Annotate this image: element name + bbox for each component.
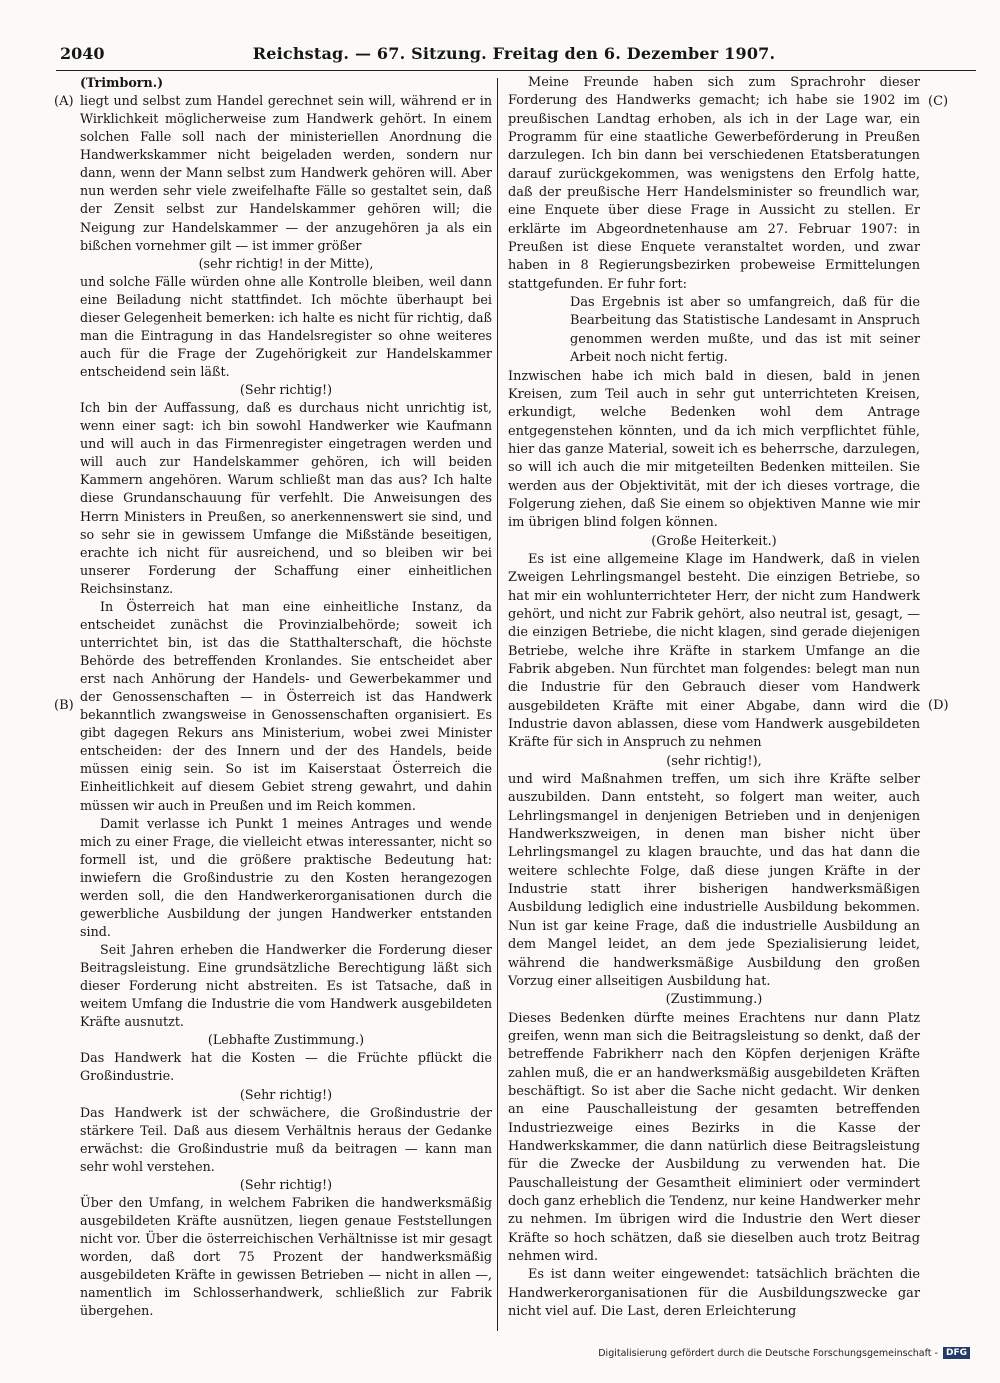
paragraph: Es ist eine allgemeine Klage im Handwerk, daß in vielen Zweigen Lehrlingsmangel besteht. Die einzigen Betriebe, so hat mir ein wohlunterrichteter Herr, der nicht zum Handwerk gehört, und nicht zur Fabrik gehört, also neutral ist, gesagt, — die einzigen Betriebe, die nicht klagen, sind gerade diejenigen Betriebe, welche ihre Kräfte in starkem Umfange an die Fabrik abgeben. Nun fürchtet man folgendes: belegt man nun die Industrie für den Gebrauch dieser vom Handwerk ausgebildeten Kräfte mit einer Abgabe, dann wird die Industrie davon ablassen, diese vom Handwerk ausgebildeten Kräfte für sich in Anspruch zu nehmen (508, 551, 920, 751)
interjection: (Sehr richtig!) (239, 382, 333, 398)
paragraph: Meine Freunde haben sich zum Sprachrohr dieser Forderung des Handwerks gemacht; ich habe sie 1902 im preußischen Landtag erhoben, als ich in der Lage war, ein Programm für eine staatliche Gewerbeförderung in Preußen darzulegen. Ich bin dann bei verschiedenen Etatsberatungen darauf zurückgekommen, was wenigstens den Erfolg hatte, daß der preußische Herr Handelsminister so freundlich war, eine Enquete über diese Frage in Aussicht zu stellen. Er erklärte im Abgeordnetenhause am 27. Februar 1907: in Preußen ist diese Enquete veranstaltet worden, und zwar haben in 8 Regierungsbezirken probeweise Ermittelungen stattgefunden. Er fuhr fort: (508, 75, 920, 292)
column-divider (497, 78, 498, 1331)
interjection: (sehr richtig! in der Mitte), (198, 255, 374, 271)
paragraph: In Österreich hat man eine einheitliche Instanz, da entscheidet zunächst die Provinzialbehörde; soweit ich unterrichtet bin, ist das die Statthalterschaft, die höchste Behörde des betreffenden Kronlandes. Sie entscheidet aber erst nach Anhörung der Handels- und Gewerbekammer und der Genossenschaften — in Österreich ist das Handwerk bekanntlich zwangsweise in Genossenschaften organisiert. Es gibt dagegen Rekurs ans Ministerium, wobei zwei Minister entscheiden: der des Innern und der des Handels, beide müssen einig sein. So ist im Kaiserstaat Österreich die Einheitlichkeit auf diesem Gebiet streng gewahrt, und dahin müssen wir auch in Preußen und im Reich kommen. (80, 598, 492, 813)
paragraph: Inzwischen habe ich mich bald in diesen, bald in jenen Kreisen, zum Teil auch in sehr gut unterrichteten Kreisen, erkundigt, welche Bedenken wohl dem Antrage entgegenstehen könnten, und da ich mich verpflichtet fühle, hier das ganze Material, soweit ich es beherrsche, darzulegen, so will ich auch die mir mitgeteilten Bedenken mitteilen. Sie werden aus der Objektivität, mit der ich dieses vortrage, die Folgerung ziehen, daß Sie einem so objektiven Manne wie mir im übrigen blind folgen können. (508, 368, 920, 531)
paragraph: und wird Maßnahmen treffen, um sich ihre Kräfte selber auszubilden. Dann entsteht, so folgert man weiter, auch Lehrlingsmangel in denjenigen Betrieben und in denjenigen Handwerkszweigen, in denen man bisher nicht über Lehrlingsmangel zu klagen brauchte, und das hat dann die weitere schlechte Folge, daß diese jungen Kräfte in der Industrie statt ihrer bisherigen handwerksmäßigen Ausbildung lediglich eine industrielle Ausbildung bekommen. Nun ist gar keine Frage, daß die industrielle Ausbildung an dem Mangel leidet, an dem jede Spezialisierung leidet, während die handwerksmäßige Ausbildung den großen Vorzug einer allseitigen Ausbildung hat. (508, 772, 920, 989)
paragraph: Das Handwerk ist der schwächere, die Großindustrie der stärkere Teil. Daß aus diesem Verhältnis heraus der Gedanke erwächst: die Großindustrie muß da beitragen — kann man sehr wohl verstehen. (80, 1104, 492, 1174)
footer (598, 1347, 970, 1359)
right-column (508, 74, 920, 1321)
margin-mark-b: (B) (54, 698, 74, 713)
page-header (60, 44, 968, 68)
interjection: (Lebhafte Zustimmung.) (207, 1032, 365, 1048)
interjection: (sehr richtig!), (666, 753, 762, 769)
paragraph: Damit verlasse ich Punkt 1 meines Antrages und wende mich zu einer Frage, die vielleicht etwas interessanter, nicht so formell ist, und die größere praktische Bedeutung hat: inwiefern die Großindustrie zu den Kosten herangezogen werden soll, die den Handwerkerorganisationen durch die gewerbliche Ausbildung der jungen Handwerker entstanden sind. (80, 815, 492, 939)
paragraph: Ich bin der Auffassung, daß es durchaus nicht unrichtig ist, wenn einer sagt: ich bin sowohl Handwerker wie Kaufmann und will auch in das Firmenregister eingetragen werden und will auch zur Handelskammer gehören, ich will beiden Kammern angehören. Warum schließt man das aus? Ich halte diese Grundanschauung für verfehlt. Die Anweisungen des Herrn Ministers in Preußen, so anerkennenswert sie sind, und so sehr sie in gewissem Umfange die Mißstände beseitigen, erachte ich nicht für ausreichend, und so bleiben wir bei unserer Forderung der Schaffung einer einheitlichen Reichsinstanz. (80, 400, 492, 596)
paragraph: und solche Fälle würden ohne alle Kontrolle bleiben, weil dann eine Beiladung nicht stattfindet. Ich möchte überhaupt bei dieser Gelegenheit bemerken: ich halte es nicht für richtig, daß man die Eintragung in das Handelsregister so ohne weiteres auch für die Frage der Zugehörigkeit zur Handelskammer entscheidend sein läßt. (80, 273, 492, 379)
paragraph: Seit Jahren erheben die Handwerker die Forderung dieser Beitragsleistung. Eine grundsätzliche Berechtigung läßt sich dieser Forderung nicht abstreiten. Es ist Tatsache, daß in weitem Umfang die Industrie die vom Handwerk ausgebildeten Kräfte ausnutzt. (80, 942, 492, 1030)
margin-mark-d: (D) (928, 698, 949, 713)
interjection: (Zustimmung.) (665, 992, 763, 1008)
dfg-logo: DFG (943, 1347, 970, 1359)
margin-mark-a: (A) (54, 94, 74, 109)
paragraph: Das Handwerk hat die Kosten — die Früchte pflückt die Großindustrie. (80, 1050, 492, 1084)
left-column (80, 74, 492, 1320)
quotation: Das Ergebnis ist aber so umfangreich, daß für die Bearbeitung das Statistische Landesamt in Anspruch genommen werden mußte, und das ist mit seiner Arbeit noch nicht fertig. (570, 295, 920, 366)
paragraph: Es ist dann weiter eingewendet: tatsächlich brächten die Handwerkerorganisationen für die Ausbildungszwecke gar nicht viel auf. Die Last, deren Erleichterung (508, 1267, 920, 1320)
footer-credit: Digitalisierung gefördert durch die Deutsche Forschungsgemeinschaft - (598, 1347, 938, 1359)
paragraph: Dieses Bedenken dürfte meines Erachtens nur dann Platz greifen, wenn man sich die Beitragsleistung so denkt, daß der betreffende Fabrikherr nach den Köpfen derjenigen Kräfte zahlen muß, die er an handwerksmäßig ausgebildeten Kräften beschäftigt. So ist aber die Sache nicht gedacht. Wir denken an eine Pauschalleistung der gesamten betreffenden Industriezweige eines Bezirks in die Kasse der Handwerkskammer, die dann natürlich diese Beitragsleistung für die Zwecke der Ausbildung zu verwenden hat. Die Pauschalleistung der Gesamtheit eliminiert oder vermindert doch ganz erheblich die Tendenz, nur keine Handwerker mehr zu nehmen. Im übrigen wird die Industrie den Wert dieser Kräfte so hoch schätzen, daß sie dieselben auch trotz Beitrag nehmen wird. (508, 1010, 920, 1264)
speaker-name: (Trimborn.) (80, 75, 164, 90)
margin-mark-c: (C) (928, 94, 949, 109)
page-number: 2040 (60, 44, 105, 63)
paragraph: liegt und selbst zum Handel gerechnet sein will, während er in Wirklichkeit möglicherweise zum Handwerk gehört. In einem solchen Falle soll nach der ministeriellen Anordnung die Handwerkskammer nicht beigeladen werden, sondern nur dann, wenn der Mann selbst zum Handwerk gehören will. Aber nun werden sehr viele zweifelhafte Fälle so gestaltet sein, daß der Zensit selbst zur Handelskammer gehören will; die Neigung zur Handelskammer — der anzugehören ja als ein bißchen vornehmer gilt — ist immer größer (80, 93, 492, 253)
header-rule (56, 70, 976, 71)
paragraph: Über den Umfang, in welchem Fabriken die handwerksmäßig ausgebildeten Kräfte ausnützen, liegen genaue Feststellungen nicht vor. Über die österreichischen Verhältnisse ist mir gesagt worden, daß dort 75 Prozent der handwerksmäßig ausgebildeten Kräfte in gewissen Betrieben — nicht in allen —, namentlich im Schlosserhandwerk, schließlich zur Fabrik übergehen. (80, 1194, 492, 1319)
running-head: Reichstag. — 67. Sitzung. Freitag den 6. Dezember 1907. (252, 44, 776, 63)
interjection: (Große Heiterkeit.) (651, 533, 777, 549)
interjection: (Sehr richtig!) (239, 1086, 333, 1102)
interjection: (Sehr richtig!) (239, 1176, 333, 1192)
